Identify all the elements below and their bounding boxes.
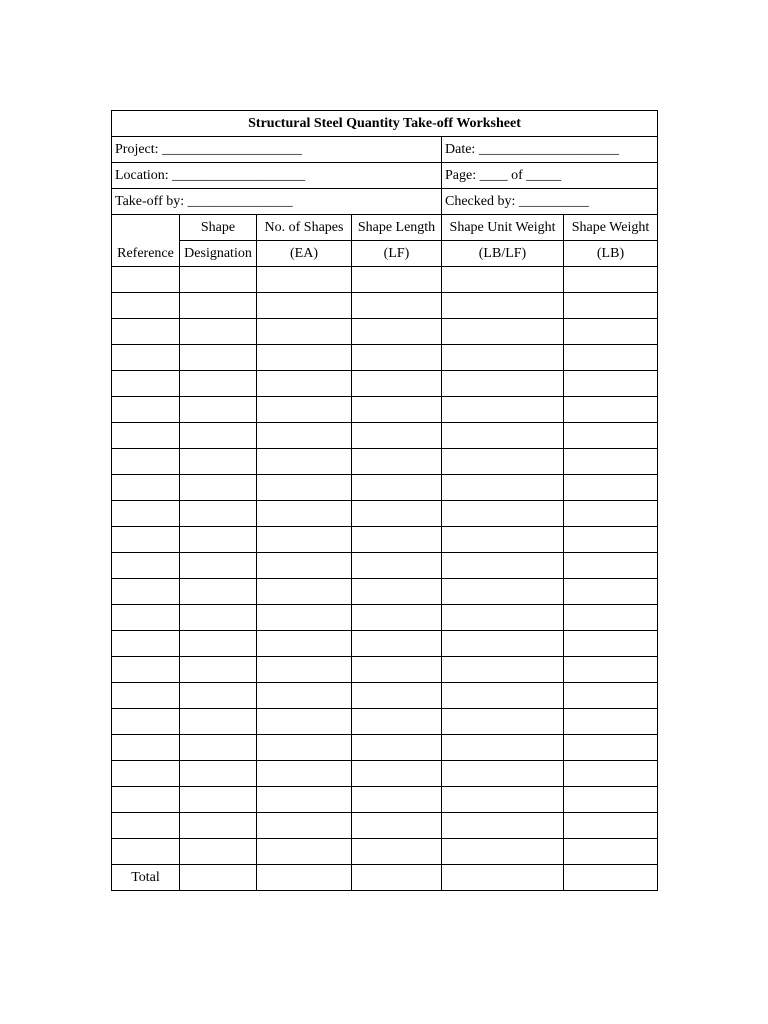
table-cell[interactable] [564, 761, 658, 787]
total-row [112, 865, 658, 891]
table-cell[interactable] [257, 787, 352, 813]
project-field[interactable]: Project: ____________________ [112, 137, 442, 163]
table-cell[interactable] [564, 631, 658, 657]
table-cell[interactable] [180, 605, 257, 631]
location-row [112, 163, 658, 189]
total-cell[interactable] [257, 865, 352, 891]
total-cell[interactable] [180, 865, 257, 891]
table-cell[interactable] [564, 267, 658, 293]
table-cell[interactable] [564, 657, 658, 683]
table-cell[interactable] [257, 345, 352, 371]
table-cell[interactable] [112, 267, 180, 293]
table-cell[interactable] [352, 293, 442, 319]
table-cell[interactable] [112, 371, 180, 397]
unit-weight-header-top: Shape Unit Weight [442, 215, 564, 241]
table-cell[interactable] [564, 709, 658, 735]
total-cell[interactable] [352, 865, 442, 891]
header-row-top [112, 215, 658, 241]
table-cell[interactable] [180, 683, 257, 709]
reference-header-top [112, 215, 180, 241]
table-cell[interactable] [352, 319, 442, 345]
table-cell[interactable] [352, 501, 442, 527]
table-cell[interactable] [352, 527, 442, 553]
table-cell[interactable] [352, 267, 442, 293]
table-cell[interactable] [257, 475, 352, 501]
table-cell[interactable] [180, 657, 257, 683]
takeoff-by-field[interactable]: Take-off by: _______________ [112, 189, 442, 215]
table-cell[interactable] [564, 397, 658, 423]
table-cell[interactable] [112, 813, 180, 839]
date-field[interactable]: Date: ____________________ [442, 137, 658, 163]
table-cell[interactable] [352, 813, 442, 839]
table-cell[interactable] [257, 293, 352, 319]
project-row [112, 137, 658, 163]
table-cell[interactable] [352, 735, 442, 761]
table-cell[interactable] [180, 423, 257, 449]
table-cell[interactable] [112, 657, 180, 683]
table-cell[interactable] [564, 501, 658, 527]
table-cell[interactable] [180, 449, 257, 475]
table-cell[interactable] [442, 423, 564, 449]
table-cell[interactable] [180, 267, 257, 293]
table-cell[interactable] [352, 761, 442, 787]
table-cell[interactable] [180, 371, 257, 397]
table-row [112, 605, 658, 631]
table-cell[interactable] [564, 605, 658, 631]
table-cell[interactable] [112, 397, 180, 423]
table-cell[interactable] [442, 813, 564, 839]
table-row [112, 657, 658, 683]
table-cell[interactable] [564, 423, 658, 449]
table-row [112, 371, 658, 397]
table-cell[interactable] [564, 475, 658, 501]
table-cell[interactable] [442, 761, 564, 787]
table-cell[interactable] [442, 267, 564, 293]
total-label: Total [112, 865, 180, 891]
table-cell[interactable] [112, 345, 180, 371]
table-cell[interactable] [112, 319, 180, 345]
unit-weight-header-bottom: (LB/LF) [442, 241, 564, 267]
table-cell[interactable] [564, 449, 658, 475]
table-row [112, 631, 658, 657]
table-row [112, 267, 658, 293]
table-row [112, 449, 658, 475]
table-cell[interactable] [564, 293, 658, 319]
table-cell[interactable] [442, 709, 564, 735]
table-cell[interactable] [180, 475, 257, 501]
table-row [112, 735, 658, 761]
table-cell[interactable] [352, 787, 442, 813]
table-cell[interactable] [564, 553, 658, 579]
reference-header: Reference [112, 241, 180, 267]
table-cell[interactable] [257, 501, 352, 527]
table-cell[interactable] [257, 657, 352, 683]
table-cell[interactable] [442, 371, 564, 397]
table-cell[interactable] [180, 293, 257, 319]
table-row [112, 475, 658, 501]
table-row [112, 527, 658, 553]
weight-header-bottom: (LB) [564, 241, 658, 267]
table-cell[interactable] [257, 605, 352, 631]
length-header-top: Shape Length [352, 215, 442, 241]
table-cell[interactable] [180, 319, 257, 345]
header-row-bottom [112, 241, 658, 267]
table-cell[interactable] [112, 761, 180, 787]
table-row [112, 397, 658, 423]
table-cell[interactable] [112, 293, 180, 319]
table-cell[interactable] [564, 579, 658, 605]
table-cell[interactable] [257, 735, 352, 761]
table-cell[interactable] [112, 735, 180, 761]
table-row [112, 423, 658, 449]
shape-header-top: Shape [180, 215, 257, 241]
shape-header-bottom: Designation [180, 241, 257, 267]
table-cell[interactable] [257, 553, 352, 579]
total-cell[interactable] [442, 865, 564, 891]
table-cell[interactable] [257, 267, 352, 293]
table-cell[interactable] [352, 579, 442, 605]
table-cell[interactable] [257, 371, 352, 397]
table-cell[interactable] [180, 839, 257, 865]
table-cell[interactable] [257, 449, 352, 475]
table-cell[interactable] [180, 761, 257, 787]
table-cell[interactable] [442, 527, 564, 553]
table-cell[interactable] [442, 293, 564, 319]
table-cell[interactable] [112, 709, 180, 735]
table-cell[interactable] [112, 605, 180, 631]
table-cell[interactable] [112, 501, 180, 527]
table-cell[interactable] [257, 709, 352, 735]
table-cell[interactable] [257, 631, 352, 657]
table-cell[interactable] [352, 839, 442, 865]
table-cell[interactable] [442, 579, 564, 605]
table-cell[interactable] [442, 345, 564, 371]
table-cell[interactable] [112, 527, 180, 553]
table-cell[interactable] [112, 423, 180, 449]
takeoff-worksheet [111, 110, 658, 891]
table-cell[interactable] [180, 501, 257, 527]
table-cell[interactable] [442, 631, 564, 657]
table-cell[interactable] [112, 449, 180, 475]
checked-by-field[interactable]: Checked by: __________ [442, 189, 658, 215]
table-cell[interactable] [442, 475, 564, 501]
table-cell[interactable] [352, 657, 442, 683]
table-cell[interactable] [112, 579, 180, 605]
table-cell[interactable] [180, 735, 257, 761]
table-cell[interactable] [564, 735, 658, 761]
table-cell[interactable] [564, 683, 658, 709]
table-cell[interactable] [112, 787, 180, 813]
table-row [112, 813, 658, 839]
table-cell[interactable] [180, 631, 257, 657]
table-cell[interactable] [180, 553, 257, 579]
table-cell[interactable] [442, 735, 564, 761]
table-cell[interactable] [442, 449, 564, 475]
table-cell[interactable] [564, 371, 658, 397]
table-cell[interactable] [352, 605, 442, 631]
table-cell[interactable] [180, 527, 257, 553]
table-cell[interactable] [564, 839, 658, 865]
location-field[interactable]: Location: ___________________ [112, 163, 442, 189]
table-cell[interactable] [442, 657, 564, 683]
worksheet-title: Structural Steel Quantity Take-off Worksheet [112, 111, 658, 137]
table-cell[interactable] [112, 683, 180, 709]
table-cell[interactable] [180, 813, 257, 839]
table-cell[interactable] [257, 579, 352, 605]
page-field[interactable]: Page: ____ of _____ [442, 163, 658, 189]
table-cell[interactable] [564, 319, 658, 345]
table-cell[interactable] [352, 709, 442, 735]
table-row [112, 293, 658, 319]
table-cell[interactable] [257, 423, 352, 449]
table-cell[interactable] [442, 397, 564, 423]
table-cell[interactable] [257, 397, 352, 423]
table-cell[interactable] [257, 319, 352, 345]
table-row [112, 553, 658, 579]
table-row [112, 761, 658, 787]
table-cell[interactable] [564, 345, 658, 371]
table-cell[interactable] [112, 553, 180, 579]
table-cell[interactable] [112, 631, 180, 657]
table-cell[interactable] [257, 683, 352, 709]
table-cell[interactable] [352, 397, 442, 423]
table-row [112, 787, 658, 813]
table-cell[interactable] [442, 839, 564, 865]
total-cell[interactable] [564, 865, 658, 891]
table-row [112, 319, 658, 345]
table-cell[interactable] [352, 449, 442, 475]
table-cell[interactable] [564, 813, 658, 839]
table-cell[interactable] [442, 683, 564, 709]
table-cell[interactable] [112, 475, 180, 501]
table-cell[interactable] [257, 527, 352, 553]
table-cell[interactable] [352, 423, 442, 449]
table-cell[interactable] [112, 839, 180, 865]
table-cell[interactable] [352, 683, 442, 709]
table-cell[interactable] [180, 787, 257, 813]
table-cell[interactable] [442, 605, 564, 631]
table-row [112, 345, 658, 371]
table-cell[interactable] [352, 631, 442, 657]
table-row [112, 683, 658, 709]
table-cell[interactable] [257, 761, 352, 787]
table-cell[interactable] [442, 501, 564, 527]
takeoff-row [112, 189, 658, 215]
num-shapes-header-top: No. of Shapes [257, 215, 352, 241]
table-cell[interactable] [180, 709, 257, 735]
table-cell[interactable] [352, 345, 442, 371]
table-cell[interactable] [257, 839, 352, 865]
table-row [112, 839, 658, 865]
table-cell[interactable] [442, 553, 564, 579]
title-row [112, 111, 658, 137]
table-row [112, 709, 658, 735]
table-cell[interactable] [257, 813, 352, 839]
table-cell[interactable] [352, 475, 442, 501]
table-row [112, 501, 658, 527]
weight-header-top: Shape Weight [564, 215, 658, 241]
table-cell[interactable] [564, 787, 658, 813]
table-row [112, 579, 658, 605]
table-cell[interactable] [564, 527, 658, 553]
table-cell[interactable] [180, 579, 257, 605]
table-cell[interactable] [180, 397, 257, 423]
table-cell[interactable] [352, 553, 442, 579]
table-cell[interactable] [442, 319, 564, 345]
length-header-bottom: (LF) [352, 241, 442, 267]
table-cell[interactable] [180, 345, 257, 371]
num-shapes-header-bottom: (EA) [257, 241, 352, 267]
table-cell[interactable] [352, 371, 442, 397]
table-cell[interactable] [442, 787, 564, 813]
